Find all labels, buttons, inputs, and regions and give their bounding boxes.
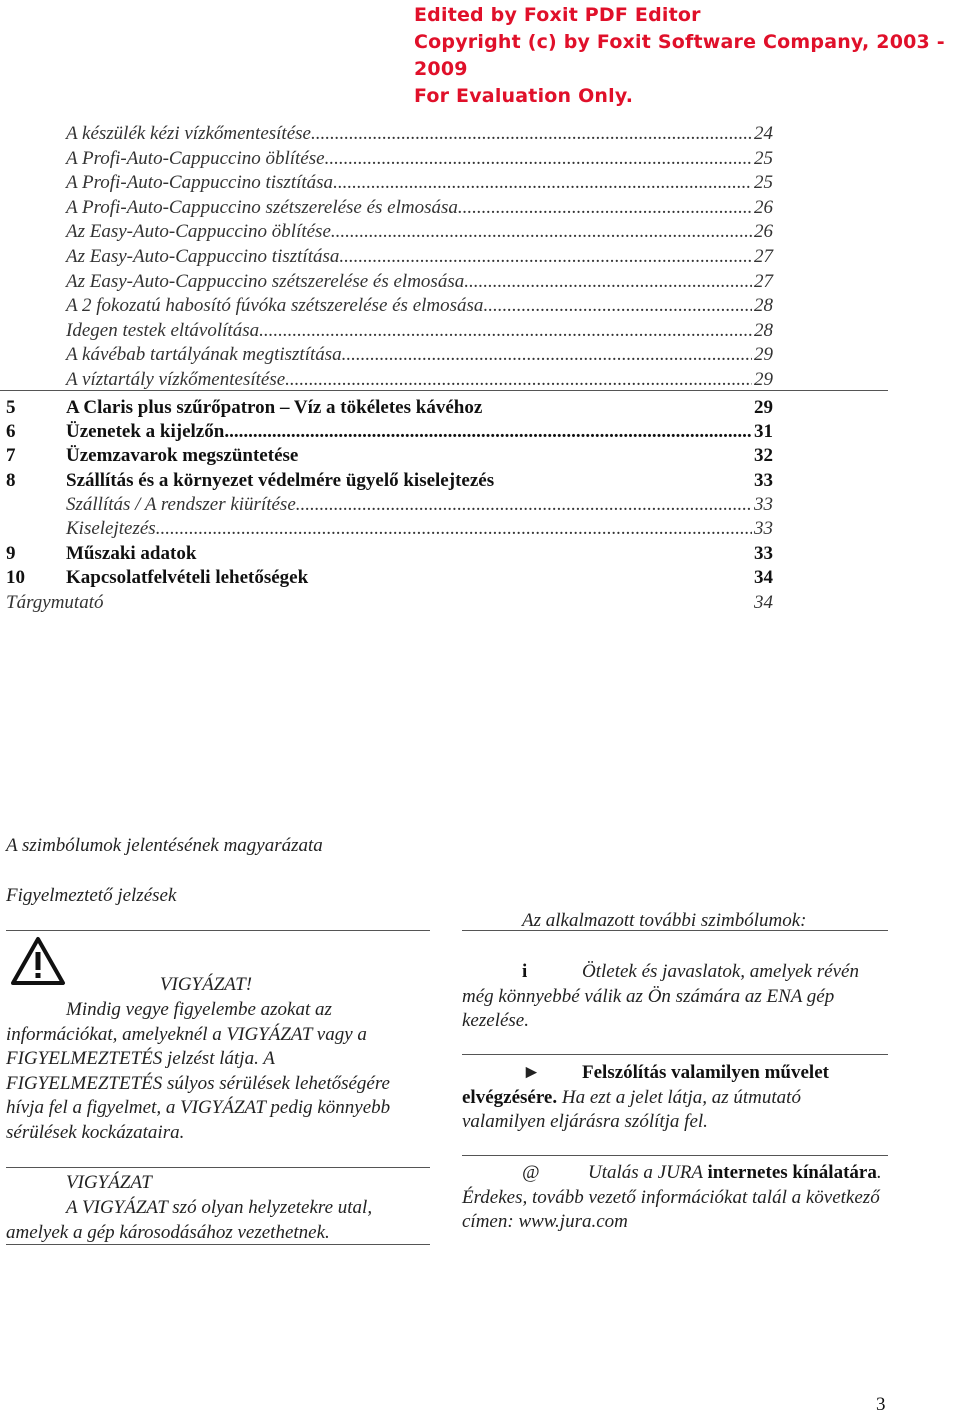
toc-entry[interactable]: Az Easy-Auto-Cappuccino tisztítása ..... 27 [66, 245, 780, 269]
page-number: 3 [876, 1394, 886, 1415]
evaluation-watermark [414, 2, 960, 110]
toc-entry[interactable]: A 2 fokozatú habosító fúvóka szétszerelése és elmosása ..... 28 [66, 294, 780, 318]
action-bold-text: Felszólítás valamilyen művelet elvégzésére. [462, 1062, 829, 1108]
warnings-top-rule [6, 930, 430, 931]
toc-entry[interactable]: Az Easy-Auto-Cappuccino öblítése ..... 26 [66, 220, 780, 244]
toc-entry[interactable]: A víztartály vízkőmentesítése ..... 29 [66, 368, 780, 392]
caution-top-rule [6, 1167, 430, 1168]
toc-chapter[interactable]: 8 Szállítás és a környezet védelmére ügyelő kiselejtezés 33 [6, 470, 773, 491]
toc-entry[interactable]: Szállítás / A rendszer kiürítése ..... 33 [66, 493, 780, 517]
watermark-line-1: Edited by Foxit PDF Editor [414, 4, 701, 26]
watermark-line-3: For Evaluation Only. [414, 85, 634, 107]
action-description: Ha ezt a jelet látja, az útmutató valamilyen eljárásra szólítja fel. [462, 1086, 801, 1133]
tip-description: Ötletek és javaslatok, amelyek révén még könnyebbé válik az Ön számára az ENA gép kezelése. [462, 961, 859, 1032]
watermark-line-2: Copyright (c) by Foxit Software Company, 2003 - 2009 [414, 31, 945, 80]
warning-description: Mindig vegye figyelembe azokat az információkat, amelyeknél a VIGYÁZAT vagy a FIGYELMEZTETÉS jelzést látja. A FIGYELMEZTETÉS súlyos sérülések lehetőségére hívja fel a figyelmet, a VIGYÁZAT pedig könnyebb sérülések kockázataira. [6, 999, 391, 1143]
caution-description: A VIGYÁZAT szó olyan helyzetekre utal, amelyek a gép károsodásához vezethetnek. [6, 1197, 373, 1243]
action-item [462, 1061, 882, 1135]
toc-entry[interactable]: Az Easy-Auto-Cappuccino szétszerelése és elmosása ..... 27 [66, 270, 780, 294]
toc-chapter[interactable]: 10 Kapcsolatfelvételi lehetőségek 34 [6, 567, 773, 588]
web-text-start: Utalás a JURA [588, 1162, 708, 1183]
warning-triangle-icon [10, 936, 66, 986]
at-sign-icon: @ [522, 1162, 540, 1183]
warnings-heading: Figyelmeztető jelzések [6, 885, 177, 906]
toc-entry[interactable]: A Profi-Auto-Cappuccino szétszerelése és elmosása ..... 26 [66, 196, 780, 220]
toc-chapter[interactable]: 9 Műszaki adatok 33 [6, 543, 773, 564]
web-bold-text: internetes kínálatára [707, 1162, 877, 1183]
other-top-rule [462, 930, 888, 931]
toc-entry[interactable]: A kávébab tartályának megtisztítása ..... 29 [66, 343, 780, 367]
toc-entry[interactable]: Idegen testek eltávolítása ..... 28 [66, 319, 780, 343]
info-icon: i [522, 961, 528, 982]
action-top-rule [462, 1054, 888, 1055]
toc-chapter[interactable]: 6 Üzenetek a kijelzőn ..... 31 [6, 420, 780, 444]
caution-title: VIGYÁZAT [66, 1172, 152, 1193]
toc-divider [0, 390, 888, 391]
toc-chapter[interactable]: 5 A Claris plus szűrőpatron – Víz a tökéletes kávéhoz 29 [6, 397, 773, 418]
symbols-heading: A szimbólumok jelentésének magyarázata [6, 835, 323, 856]
caution-bottom-rule [6, 1244, 430, 1245]
warning-title: VIGYÁZAT! [159, 974, 253, 995]
toc-entry[interactable]: A Profi-Auto-Cappuccino tisztítása ..... 25 [66, 171, 780, 195]
toc-entry[interactable]: A Profi-Auto-Cappuccino öblítése ..... 25 [66, 147, 780, 171]
web-item [462, 1161, 892, 1235]
web-text-end: . Érdekes, tovább vezető információkat talál a következő címen: www.jura.com [462, 1162, 882, 1233]
arrow-right-icon: ► [522, 1062, 541, 1083]
toc-index[interactable]: Tárgymutató 34 [6, 592, 773, 613]
web-top-rule [462, 1155, 888, 1156]
tip-item [462, 960, 882, 1034]
toc-entry[interactable]: Kiselejtezés ..... 33 [66, 517, 780, 541]
toc-entry[interactable]: A készülék kézi vízkőmentesítése ..... 24 [66, 122, 780, 146]
toc-chapter[interactable]: 7 Üzemzavarok megszüntetése 32 [6, 445, 773, 466]
other-symbols-heading: Az alkalmazott további szimbólumok: [522, 910, 807, 931]
